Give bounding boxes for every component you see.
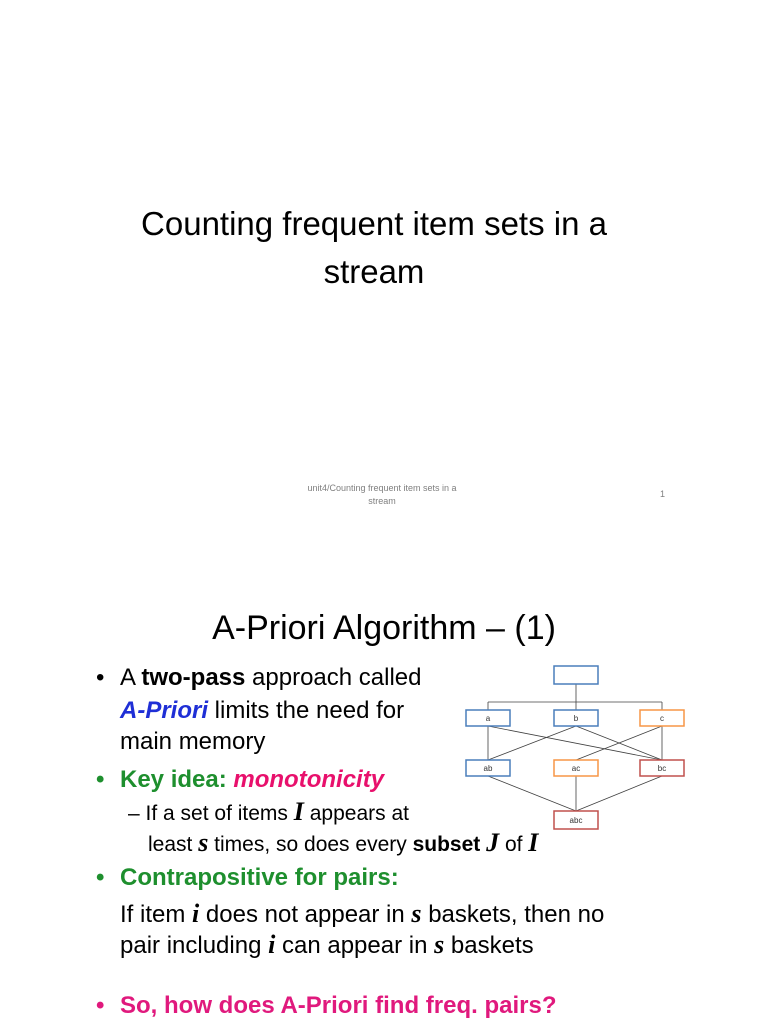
node-b-label: b xyxy=(573,714,579,723)
var-s: s xyxy=(198,828,209,857)
bullet-3-text-6: baskets xyxy=(444,932,534,959)
bullet-3-line-3 xyxy=(120,929,534,961)
bullet-1-line-1 xyxy=(120,662,422,693)
slide-2 xyxy=(0,560,768,1024)
var-J: J xyxy=(486,828,500,857)
bullet-3-text-5: can appear in xyxy=(275,932,435,959)
two-pass-term: two-pass xyxy=(141,664,246,691)
sub-bullet-dash: – xyxy=(128,802,140,825)
node-bc-label: bc xyxy=(657,764,667,773)
footer-line-2: stream xyxy=(368,496,396,506)
sub-bullet-text-3: least xyxy=(148,833,199,856)
node-ab-label: ab xyxy=(483,764,493,773)
var-s-2: s xyxy=(411,899,422,928)
edge-a-bc xyxy=(488,726,662,760)
edge-bc-abc xyxy=(576,776,662,811)
footer-line-1: unit4/Counting frequent item sets in a xyxy=(307,483,457,493)
slide-1-title-line-2: stream xyxy=(323,253,425,290)
bullet-3-dot: • xyxy=(96,864,105,891)
slide-2-title: A-Priori Algorithm – (1) xyxy=(212,609,556,647)
bullet-2 xyxy=(120,764,384,795)
edge-ab-abc xyxy=(488,776,576,811)
node-a-label: a xyxy=(485,714,491,723)
sub-bullet-text-4: times, so does every xyxy=(208,833,413,856)
var-i-2: i xyxy=(268,930,276,959)
slide-1-title-line-1: Counting frequent item sets in a xyxy=(141,205,607,242)
var-I-2: I xyxy=(528,828,539,857)
bullet-3-line-2 xyxy=(120,898,604,930)
bullet-1-line-2-rest: limits the need for xyxy=(208,697,405,724)
bullet-1-line-3: main memory xyxy=(120,728,266,755)
bullet-1-rest: approach called xyxy=(245,664,422,691)
var-i: i xyxy=(192,899,200,928)
node-c-label: c xyxy=(660,714,664,723)
sub-bullet-text-5: of xyxy=(499,833,529,856)
key-idea-label: Key idea: xyxy=(120,766,234,793)
slide-1-footer xyxy=(276,482,488,508)
sub-bullet-text-2: appears at xyxy=(303,802,409,825)
page-number: 1 xyxy=(660,489,666,499)
slide-1-title xyxy=(60,200,688,296)
var-s-3: s xyxy=(434,930,445,959)
bullet-3-text-1: If item xyxy=(120,901,193,928)
node-abc-label: abc xyxy=(569,816,583,825)
bullet-2-dot: • xyxy=(96,766,105,793)
node-ac-label: ac xyxy=(571,764,581,773)
bullet-3-label: Contrapositive for pairs: xyxy=(120,864,399,891)
sub-bullet-line-1 xyxy=(128,798,409,828)
lattice-edges xyxy=(485,684,662,811)
itemset-lattice-diagram xyxy=(462,656,694,844)
bullet-3-text-4: pair including xyxy=(120,932,269,959)
bullet-3-text-3: baskets, then no xyxy=(421,901,605,928)
bullet-1-line-2 xyxy=(120,695,404,726)
edge-b-ab xyxy=(488,726,576,760)
node-empty-set xyxy=(554,666,598,684)
bullet-4-dot: • xyxy=(96,992,105,1019)
sub-bullet-text-1: If a set of items xyxy=(145,802,294,825)
var-I: I xyxy=(293,797,304,826)
monotonicity-term: monotonicity xyxy=(233,766,385,793)
subset-term: subset xyxy=(412,833,481,856)
bullet-3-text-2: does not appear in xyxy=(199,901,412,928)
bullet-4: So, how does A-Priori find freq. pairs? xyxy=(120,992,557,1019)
a-priori-term: A-Priori xyxy=(120,697,209,724)
bullet-1-prefix: A xyxy=(120,664,142,691)
bullet-1-dot: • xyxy=(96,664,105,691)
